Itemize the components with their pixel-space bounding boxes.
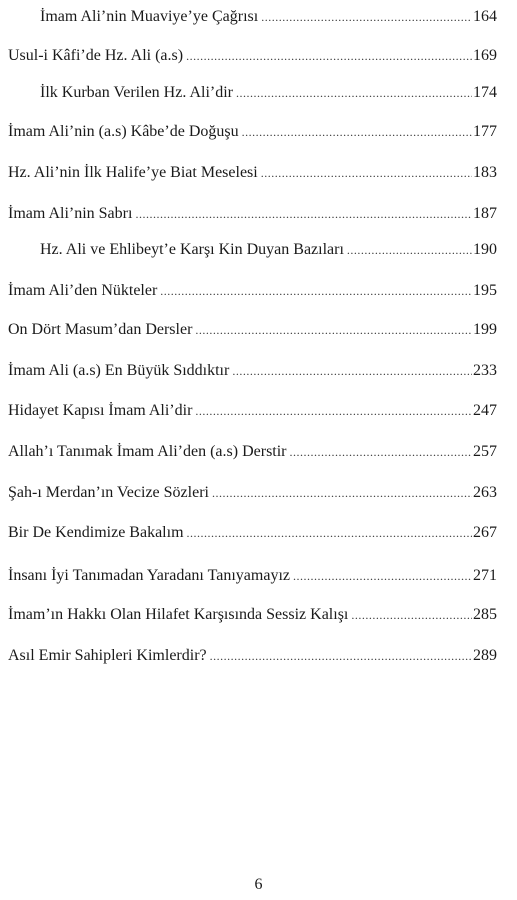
dot-leader — [351, 603, 472, 627]
dot-leader — [290, 440, 472, 464]
toc-entry — [8, 161, 497, 185]
toc-entry-page: 289 — [473, 647, 497, 664]
toc-entry-page: 285 — [473, 606, 497, 623]
page-number: 6 — [254, 876, 263, 893]
toc-entry — [8, 279, 497, 303]
toc-entry-title: Şah-ı Merdan’ın Vecize Sözleri — [8, 484, 209, 501]
dot-leader — [210, 644, 472, 668]
dot-leader — [195, 399, 472, 423]
toc-entry-title: İmam Ali’nin (a.s) Kâbe’de Doğuşu — [8, 123, 239, 140]
toc-entry — [8, 644, 497, 668]
toc-entry — [8, 521, 497, 545]
toc-entry-page: 183 — [473, 164, 497, 181]
toc-entry — [8, 359, 497, 383]
toc-entry-title: On Dört Masum’dan Dersler — [8, 321, 193, 338]
toc-entry-page: 257 — [473, 443, 497, 460]
toc-entry-page: 187 — [473, 205, 497, 222]
toc-entry-title: İmam’ın Hakkı Olan Hilafet Karşısında Sessiz Kalışı — [8, 606, 349, 623]
dot-leader — [347, 238, 472, 262]
toc-entry — [8, 481, 497, 505]
toc-entry-title: İmam Ali’nin Muaviye’ye Çağrısı — [40, 8, 259, 25]
toc-entry-page: 174 — [473, 84, 497, 101]
toc-entry-title: İlk Kurban Verilen Hz. Ali’dir — [40, 84, 233, 101]
toc-entry-page: 199 — [473, 321, 497, 338]
toc-entry — [40, 238, 497, 262]
toc-entry-title: Allah’ı Tanımak İmam Ali’den (a.s) Derstir — [8, 443, 287, 460]
toc-entry-title: Usul-i Kâfi’de Hz. Ali (a.s) — [8, 47, 184, 64]
dot-leader — [135, 202, 472, 226]
toc-entry — [8, 44, 497, 68]
toc-entry-page: 164 — [473, 8, 497, 25]
toc-entry — [8, 603, 497, 627]
toc-entry — [8, 202, 497, 226]
toc-entry-page: 177 — [473, 123, 497, 140]
dot-leader — [186, 44, 472, 68]
toc-entry-title: İmam Ali’den Nükteler — [8, 282, 158, 299]
toc-entry-page: 169 — [473, 47, 497, 64]
toc-entry — [8, 564, 497, 588]
dot-leader — [236, 81, 472, 105]
toc-entry-page: 190 — [473, 241, 497, 258]
toc-entry-title: Bir De Kendimize Bakalım — [8, 524, 184, 541]
toc-entry-title: İnsanı İyi Tanımadan Yaradanı Tanıyamayız — [8, 567, 290, 584]
toc-entry-page: 267 — [473, 524, 497, 541]
toc-entry-title: Asıl Emir Sahipleri Kimlerdir? — [8, 647, 207, 664]
dot-leader — [261, 5, 472, 29]
dot-leader — [261, 161, 472, 185]
toc-entry-page: 233 — [473, 362, 497, 379]
toc-entry-page: 271 — [473, 567, 497, 584]
dot-leader — [242, 120, 472, 144]
toc-entry — [8, 399, 497, 423]
dot-leader — [232, 359, 472, 383]
toc-entry — [8, 120, 497, 144]
dot-leader — [187, 521, 472, 545]
dot-leader — [212, 481, 472, 505]
dot-leader — [195, 318, 472, 342]
dot-leader — [160, 279, 472, 303]
toc-entry-page: 247 — [473, 402, 497, 419]
toc-entry-title: Hz. Ali’nin İlk Halife’ye Biat Meselesi — [8, 164, 258, 181]
toc-entry-title: İmam Ali (a.s) En Büyük Sıddıktır — [8, 362, 230, 379]
toc-entry-page: 195 — [473, 282, 497, 299]
toc-entry — [8, 440, 497, 464]
toc-entry — [40, 5, 497, 29]
toc-entry-page: 263 — [473, 484, 497, 501]
toc-entry-title: Hidayet Kapısı İmam Ali’dir — [8, 402, 193, 419]
toc-entry — [40, 81, 497, 105]
dot-leader — [293, 564, 472, 588]
toc-entry — [8, 318, 497, 342]
toc-entry-title: Hz. Ali ve Ehlibeyt’e Karşı Kin Duyan Bazıları — [40, 241, 344, 258]
toc-entry-title: İmam Ali’nin Sabrı — [8, 205, 133, 222]
